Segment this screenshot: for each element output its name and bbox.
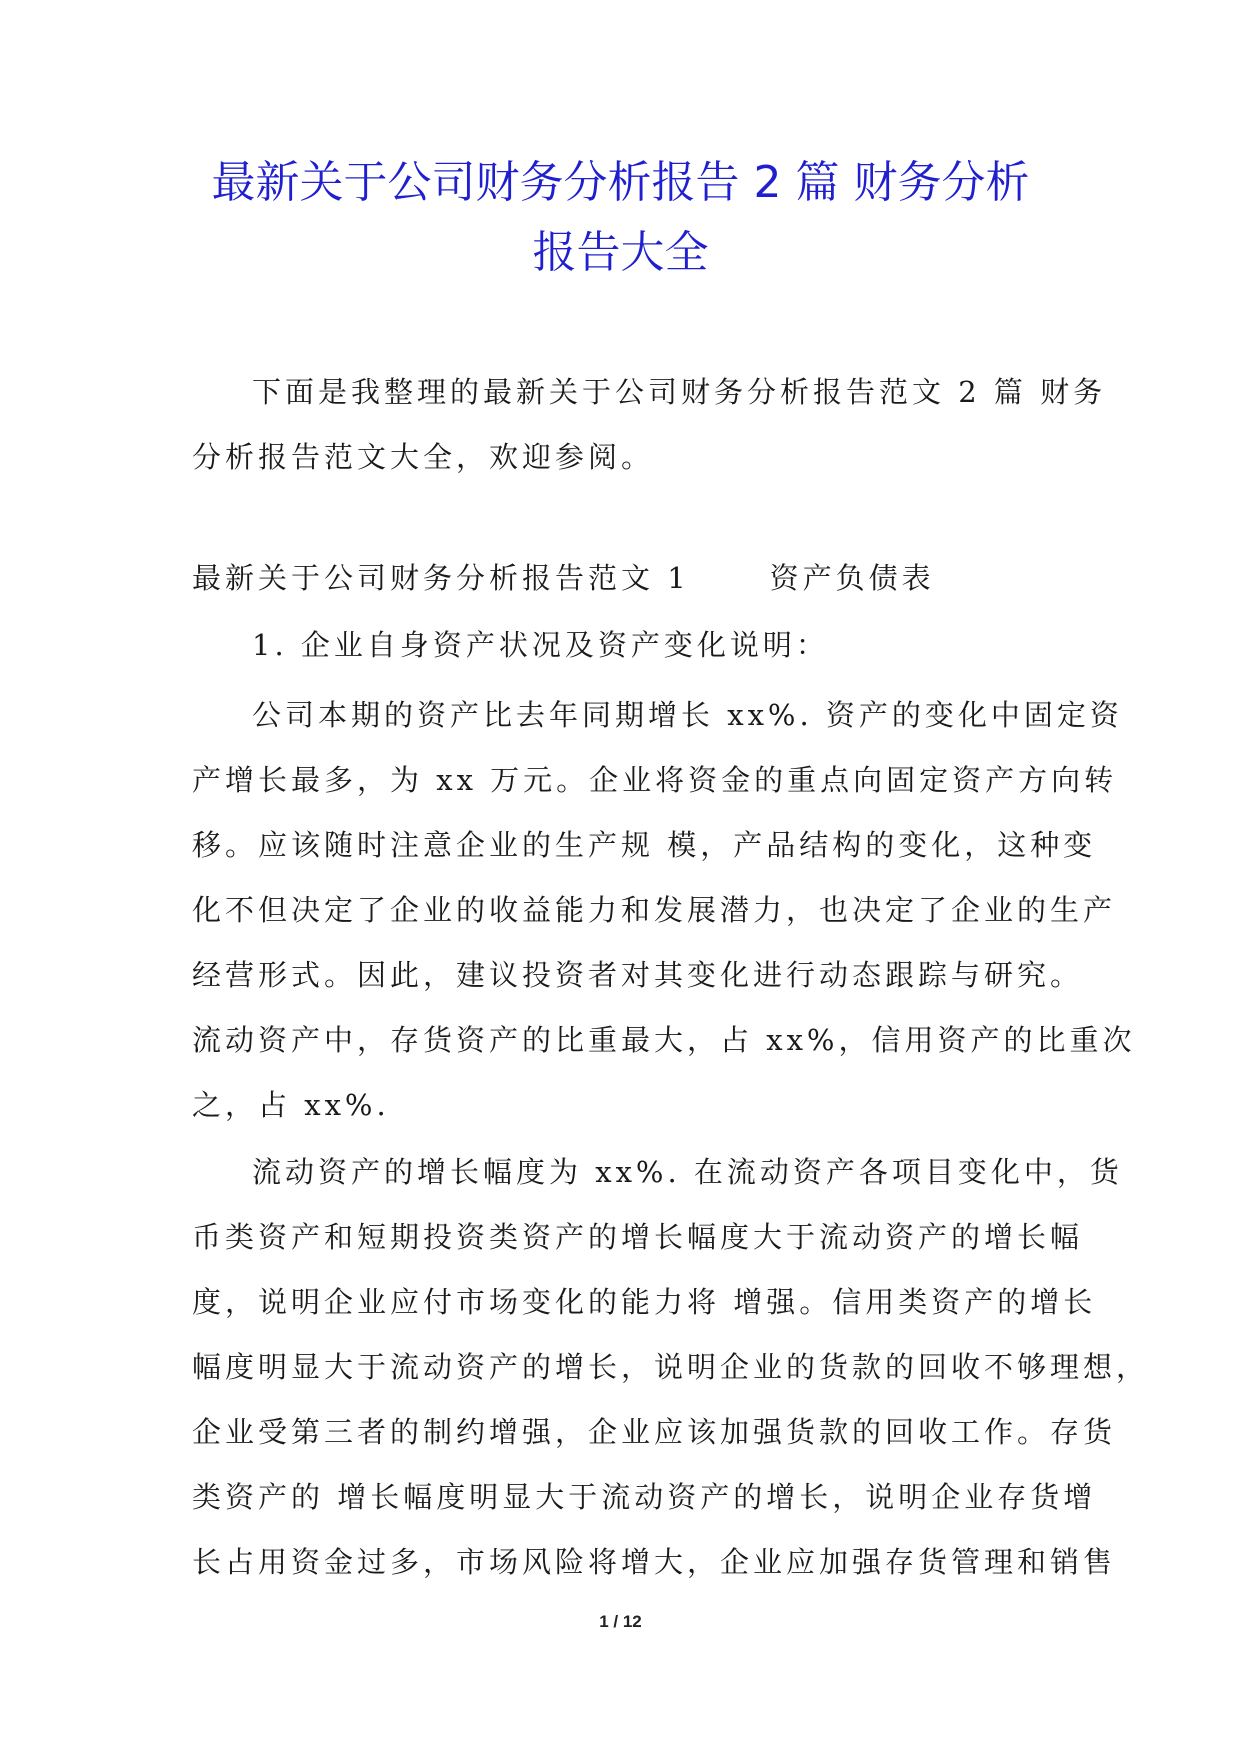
paragraph-line: 企业受第三者的制约增强，企业应该加强货款的回收工作。存货 — [192, 1415, 1117, 1449]
paragraph-line: 之，占 xx%. — [192, 1088, 390, 1122]
paragraph-line: 类资产的 增长幅度明显大于流动资产的增长，说明企业存货增 — [192, 1480, 1097, 1514]
paragraph-line: 度，说明企业应付市场变化的能力将 增强。信用类资产的增长 — [192, 1285, 1097, 1319]
section-heading-text: 最新关于公司财务分析报告范文 1 — [192, 561, 690, 595]
intro-line-1: 下面是我整理的最新关于公司财务分析报告范文 2 篇 财务 — [252, 375, 1107, 409]
paragraph-line: 产增长最多，为 xx 万元。企业将资金的重点向固定资产方向转 — [192, 763, 1118, 797]
paragraph-line: 流动资产的增长幅度为 xx%. 在流动资产各项目变化中，货 — [252, 1155, 1123, 1189]
paragraph-line: 化不但决定了企业的收益能力和发展潜力，也决定了企业的生产 — [192, 893, 1117, 927]
body-paragraph-2 — [192, 1140, 1150, 1595]
list-item-1-text: 1. 企业自身资产状况及资产变化说明： — [252, 628, 829, 662]
section-heading-tab-text: 资产负债表 — [769, 561, 935, 595]
section-heading — [192, 556, 1052, 597]
paragraph-line: 流动资产中，存货资产的比重最大，占 xx%，信用资产的比重次 — [192, 1023, 1136, 1057]
paragraph-line: 币类资产和短期投资类资产的增长幅度大于流动资产的增长幅 — [192, 1220, 1084, 1254]
paragraph-line: 经营形式。因此，建议投资者对其变化进行动态跟踪与研究。 — [192, 958, 1084, 992]
body-paragraph-1 — [192, 683, 1136, 1138]
paragraph-line: 长占用资金过多，市场风险将增大，企业应加强存货管理和销售 — [192, 1545, 1117, 1579]
intro-paragraph — [192, 360, 1107, 490]
paragraph-line: 公司本期的资产比去年同期增长 xx%. 资产的变化中固定资 — [252, 698, 1123, 732]
title-line-2: 报告大全 — [532, 227, 709, 278]
page-number: 1 / 12 — [599, 1612, 642, 1631]
paragraph-line: 移。应该随时注意企业的生产规 模，产品结构的变化，这种变 — [192, 828, 1097, 862]
intro-line-2: 分析报告范文大全，欢迎参阅。 — [192, 440, 655, 474]
title-line-1: 最新关于公司财务分析报告 2 篇 财务分析 — [211, 157, 1030, 208]
paragraph-line: 幅度明显大于流动资产的增长，说明企业的货款的回收不够理想， — [192, 1350, 1150, 1384]
document-title — [150, 148, 1091, 288]
list-item-1 — [192, 623, 1112, 664]
